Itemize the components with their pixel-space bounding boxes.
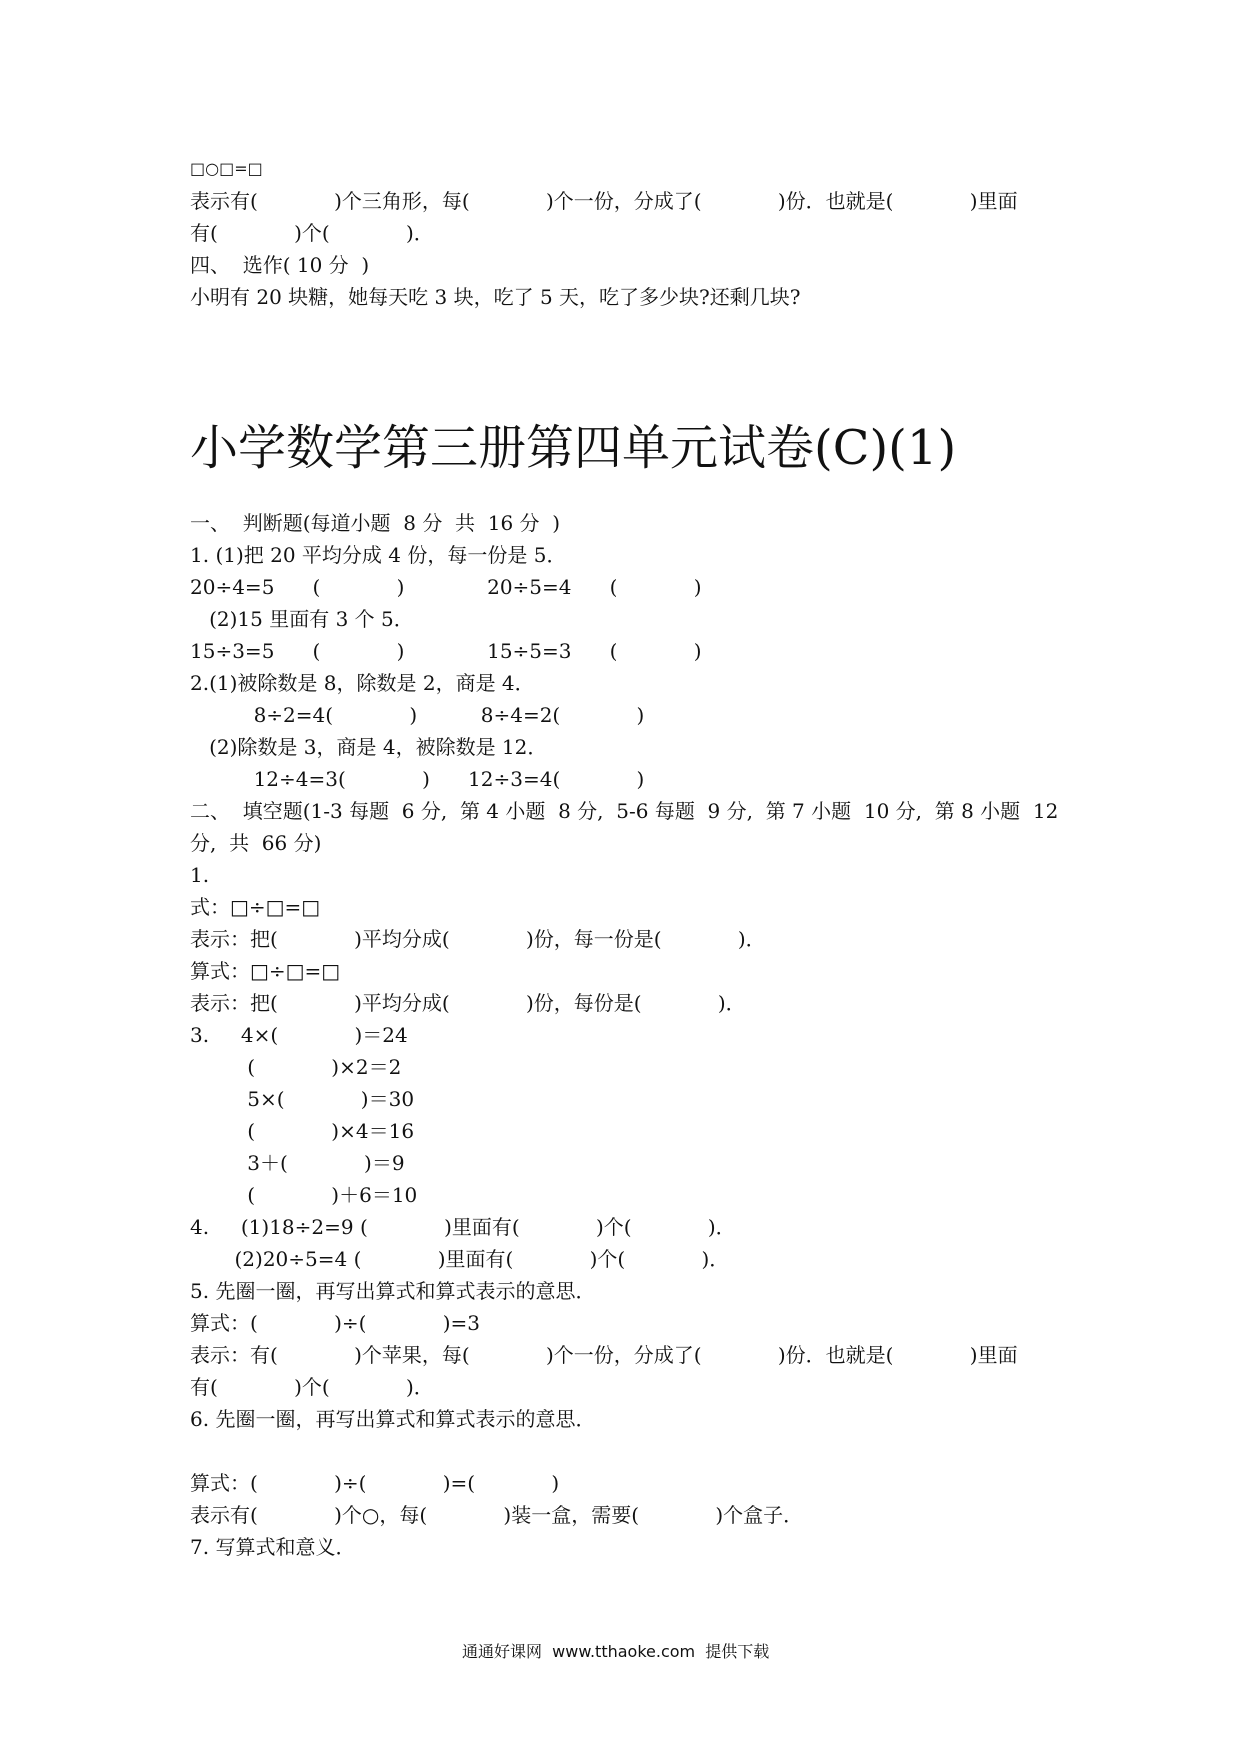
s2-line: 表示：把( )平均分成( )份，每份是( )． (190, 991, 746, 1015)
s2-line: ( )×2＝2 (190, 1055, 402, 1079)
s2-line: 1. (190, 863, 210, 887)
s1-line: (2)15 里面有 3 个 5． (190, 607, 414, 631)
meaning-line-1: 表示有( )个三角形，每( )个一份，分成了( )份．也就是( )里面 (190, 189, 1018, 213)
s1-line: 2.(1)被除数是 8，除数是 2，商是 4． (190, 671, 535, 695)
s2-line: 3＋( )＝9 (190, 1151, 405, 1175)
s2-line: ( )＋6＝10 (190, 1183, 418, 1207)
s1-line: 12÷4=3( ) 12÷3=4( ) (190, 767, 645, 791)
s1-line: 20÷4=5 ( ) 20÷5=4 ( ) (190, 575, 702, 599)
section-4-problem: 小明有 20 块糖，她每天吃 3 块，吃了 5 天，吃了多少块?还剩几块? (190, 285, 801, 309)
meaning-line-2: 有( )个( )． (190, 221, 434, 245)
s2-line: 5×( )＝30 (190, 1087, 415, 1111)
s2-line: 4. (1)18÷2=9 ( )里面有( )个( )． (190, 1215, 736, 1239)
s2-line: 有( )个( )． (190, 1375, 434, 1399)
s2-line: 算式：□÷□=□ (190, 959, 341, 983)
s2-line: 算式：( )÷( )=( ) (190, 1471, 560, 1495)
s2-line: 式：□÷□=□ (190, 895, 321, 919)
s2-line: (2)20÷5=4 ( )里面有( )个( )． (190, 1247, 730, 1271)
s2-line: 5. 先圈一圈，再写出算式和算式表示的意思． (190, 1279, 596, 1303)
section-2-heading-cont: 分, 共 66 分) (190, 831, 322, 855)
s2-line: 算式：( )÷( )=3 (190, 1311, 481, 1335)
s2-line: 表示有( )个○，每( )装一盒，需要( )个盒子． (190, 1503, 804, 1527)
formula-top: □○□=□ (190, 159, 263, 178)
section-4-heading: 四、 选作( 10 分 ) (190, 253, 370, 277)
page-title: 小学数学第三册第四单元试卷(C)(1) (190, 420, 957, 476)
s2-line: 3. 4×( )＝24 (190, 1023, 408, 1047)
section-2-heading: 二、 填空题(1-3 每题 6 分, 第 4 小题 8 分, 5-6 每题 9 分, 第 7 小题 10 分, 第 8 小题 12 (190, 799, 1059, 823)
s1-line: (2)除数是 3，商是 4，被除数是 12． (190, 735, 548, 759)
s2-line: 表示：把( )平均分成( )份，每一份是( )． (190, 927, 766, 951)
s2-line: 表示：有( )个苹果，每( )个一份，分成了( )份．也就是( )里面 (190, 1343, 1018, 1367)
s2-line: ( )×4＝16 (190, 1119, 415, 1143)
s1-line: 15÷3=5 ( ) 15÷5=3 ( ) (190, 639, 702, 663)
footer: 通通好课网 www.tthaoke.com 提供下载 (462, 1642, 770, 1661)
s2-line: 7. 写算式和意义． (190, 1535, 356, 1559)
s1-line: 1. (1)把 20 平均分成 4 份，每一份是 5． (190, 543, 567, 567)
s2-line: 6. 先圈一圈，再写出算式和算式表示的意思． (190, 1407, 596, 1431)
section-1-heading: 一、 判断题(每道小题 8 分 共 16 分 ) (190, 511, 561, 535)
s1-line: 8÷2=4( ) 8÷4=2( ) (190, 703, 645, 727)
